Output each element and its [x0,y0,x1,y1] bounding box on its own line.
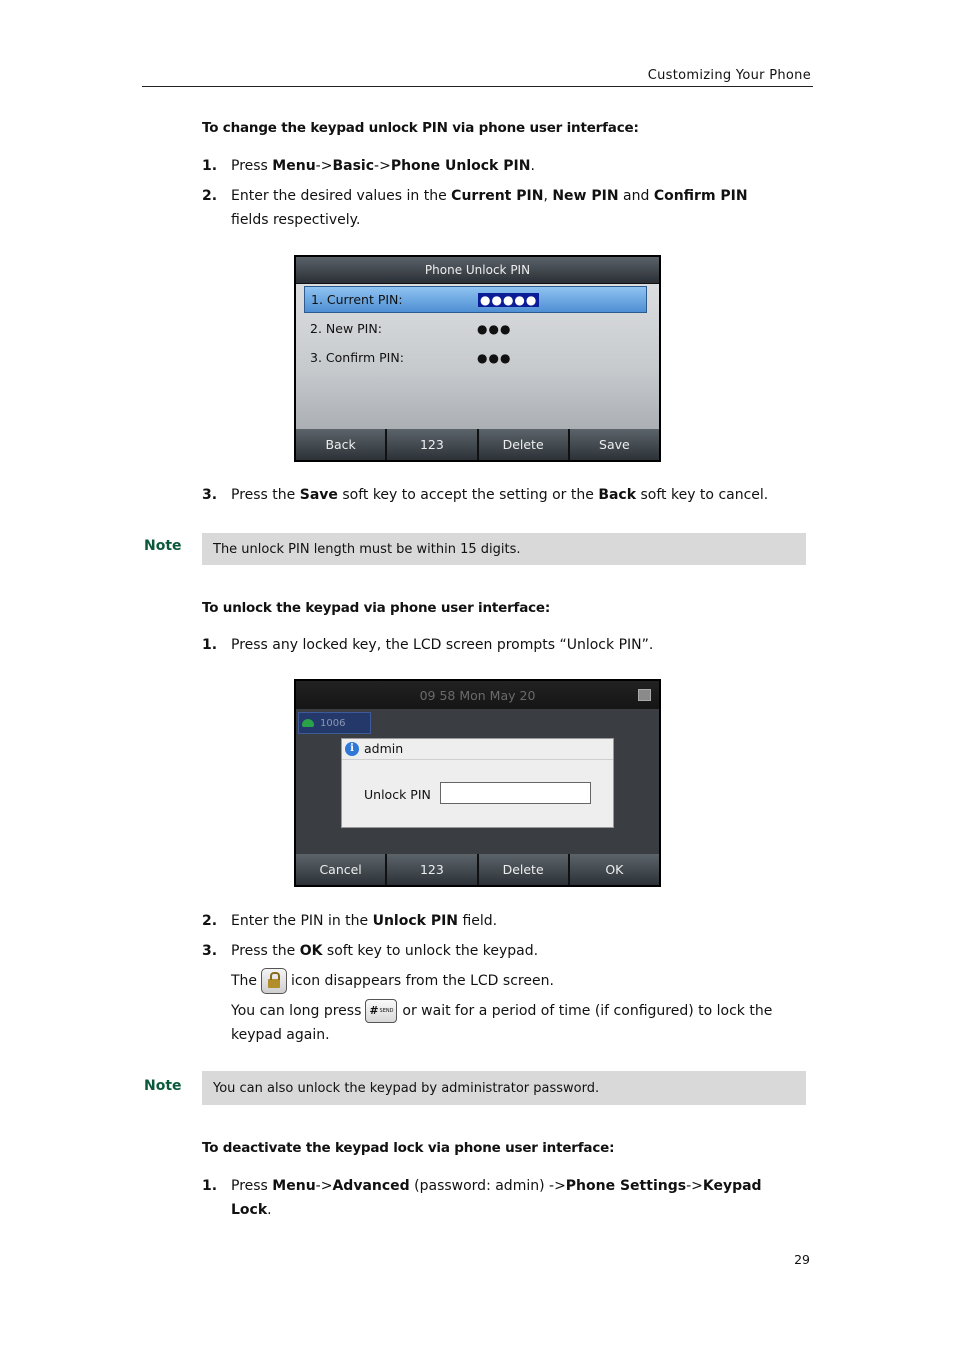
note-label: Note [144,1078,182,1094]
header-rule [142,86,813,87]
confirm-pin-term: Confirm PIN [653,188,748,204]
ok-term: OK [299,943,323,959]
step-text: Enter the PIN in the [231,913,373,929]
dialog-title: admin [364,741,404,756]
account-number: 1006 [320,717,346,729]
phone-icon [302,719,314,727]
step-1-unlock-keypad [202,633,782,657]
separator-text: and [618,188,654,204]
step-text: The [231,973,258,989]
relock-note [202,999,782,1047]
step-number: 1. [202,158,218,174]
back-softkey[interactable]: Back [296,429,385,460]
confirm-pin-label: 3. Confirm PIN: [310,350,404,365]
softkey-bar [296,429,659,460]
current-pin-row[interactable] [304,286,647,313]
section-heading-unlock-keypad: To unlock the keypad via phone user interface: [202,600,551,616]
key-glyph: # [369,1004,379,1017]
unlock-pin-term: Unlock PIN [372,913,459,929]
step-number: 1. [202,637,218,653]
current-pin-term: Current PIN [451,188,544,204]
save-term: Save [299,487,338,503]
arrow-text: -> [315,158,333,174]
step-text: Press any locked key, the LCD screen prompts “Unlock PIN”. [231,637,654,653]
softkey-bar [296,854,659,885]
unlock-pin-input[interactable] [440,782,591,804]
period-text: . [267,1202,272,1218]
step-text: Press the [231,943,300,959]
save-softkey[interactable]: Save [570,429,659,460]
new-pin-row[interactable] [304,315,647,342]
new-pin-field[interactable]: ●●● [477,321,512,336]
unlock-dialog [341,738,614,828]
new-pin-label: 2. New PIN: [310,321,382,336]
step-text: soft key to cancel. [636,487,769,503]
info-icon: i [345,742,359,756]
step-2-change-pin [202,184,782,232]
step-number: 3. [202,487,218,503]
arrow-text: -> [374,158,391,174]
step-3-unlock-keypad [202,939,782,963]
back-term: Back [598,487,637,503]
dialog-divider [342,759,613,760]
phone-unlock-pin-term: Phone Unlock PIN [390,158,531,174]
arrow-text: -> [686,1178,703,1194]
unlock-pin-screen [294,679,661,887]
step-text: or wait for a period of time (if configured) to lock the keypad again. [231,1003,773,1043]
hash-send-key-icon [365,999,397,1023]
lock-icon-note [202,968,782,994]
step-number: 1. [202,1178,218,1194]
step-number: 2. [202,188,218,204]
step-number: 2. [202,913,218,929]
phone-unlock-pin-screen [294,255,661,462]
dialog-header [345,741,403,756]
page-number: 29 [794,1252,810,1267]
keypad-lock-term: Keypad Lock [231,1178,762,1218]
note-label: Note [144,538,182,554]
input-mode-softkey[interactable]: 123 [387,429,476,460]
step-number: 3. [202,943,218,959]
step-1-deactivate-lock [202,1174,782,1222]
separator-text: , [543,188,553,204]
key-subtext: SEND [379,1008,394,1014]
ok-softkey[interactable]: OK [570,854,659,885]
clock-text: 09 58 Mon May 20 [419,687,536,703]
step-text: Press the [231,487,300,503]
note-box-pin-length: The unlock PIN length must be within 15 digits. [202,533,806,565]
lock-status-icon [638,689,651,701]
step-text: Enter the desired values in the [231,188,452,204]
account-line [298,712,371,734]
delete-softkey[interactable]: Delete [479,854,568,885]
section-heading-deactivate-lock: To deactivate the keypad lock via phone user interface: [202,1140,615,1156]
period-text: . [530,158,535,174]
step-3-change-pin [202,483,782,507]
section-heading-change-pin: To change the keypad unlock PIN via phone user interface: [202,120,639,136]
step-text: Press [231,158,273,174]
cancel-softkey[interactable]: Cancel [296,854,385,885]
unlock-pin-label: Unlock PIN [364,787,431,802]
step-1-change-pin [202,154,782,178]
delete-softkey[interactable]: Delete [479,429,568,460]
status-bar [296,681,659,709]
current-pin-field[interactable]: ●●●●● [480,292,538,307]
step-text: fields respectively. [231,212,361,228]
step-text: icon disappears from the LCD screen. [291,973,554,989]
confirm-pin-field[interactable]: ●●● [477,350,512,365]
step-text: soft key to accept the setting or the [337,487,599,503]
input-mode-softkey[interactable]: 123 [387,854,476,885]
step-text: You can long press [231,1003,362,1019]
step-text: field. [458,913,498,929]
arrow-text: -> [315,1178,333,1194]
step-text: soft key to unlock the keypad. [322,943,539,959]
step-2-unlock-keypad [202,909,782,933]
menu-term: Menu [272,1178,316,1194]
step-text: Press [231,1178,273,1194]
note-box-admin-password: You can also unlock the keypad by administrator password. [202,1071,806,1105]
step-text: (password: admin) -> [409,1178,566,1194]
new-pin-term: New PIN [552,188,619,204]
confirm-pin-row[interactable] [304,344,647,371]
current-pin-label: 1. Current PIN: [311,292,403,307]
running-header: Customizing Your Phone [647,68,811,83]
lock-icon [261,968,287,994]
screen-title: Phone Unlock PIN [296,257,659,284]
menu-term: Menu [272,158,316,174]
phone-settings-term: Phone Settings [565,1178,687,1194]
advanced-term: Advanced [332,1178,410,1194]
basic-term: Basic [332,158,375,174]
